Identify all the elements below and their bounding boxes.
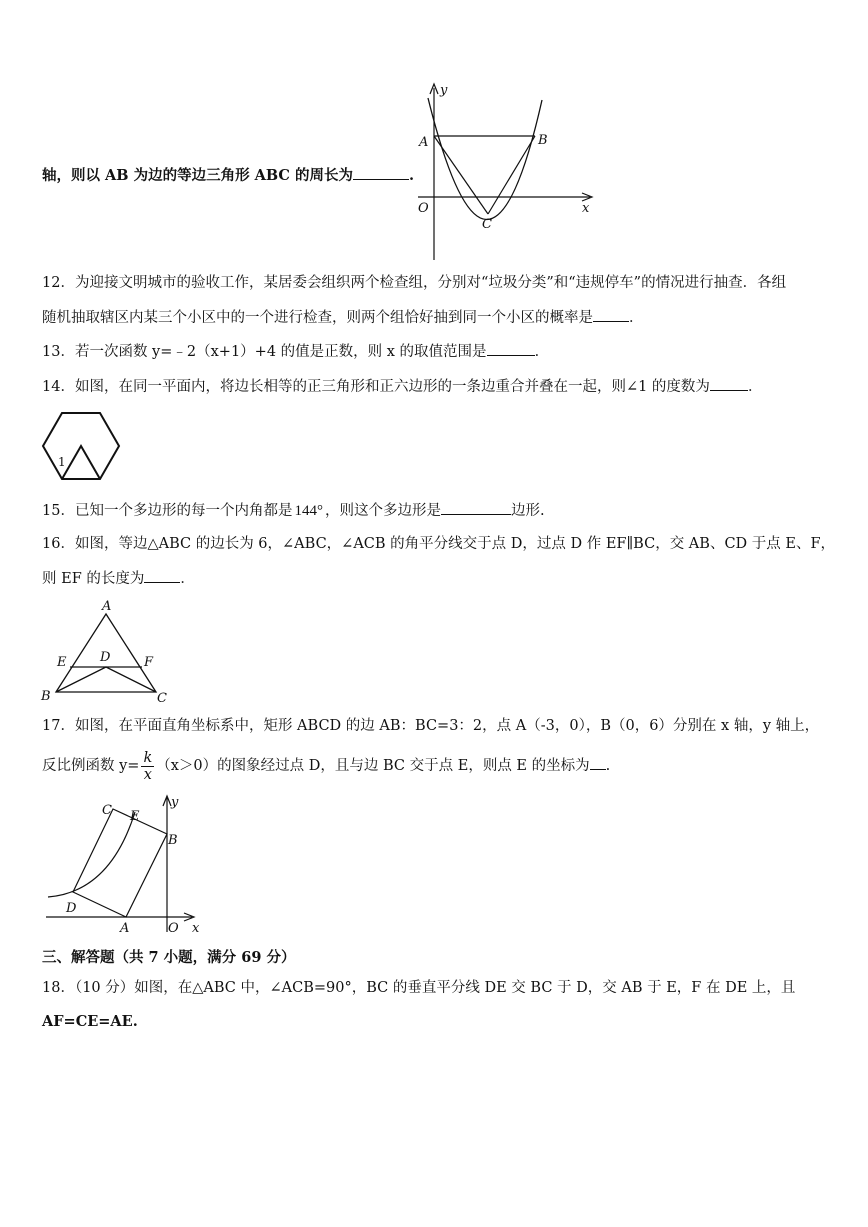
q16-line2 [42, 568, 195, 589]
q15-before: 15．已知一个多边形的每一个内角都是 [42, 503, 293, 519]
q18-line2: AF=CE=AE. [42, 1013, 138, 1030]
q18-line1: 18．（10 分）如图，在△ABC 中，∠ACB=90°，BC 的垂直平分线 DE 交 BC 于 D，交 AB 于 E，F 在 DE 上，且 [42, 980, 796, 996]
q11-answer-blank[interactable] [353, 165, 409, 180]
q17-frac-num: k [143, 749, 153, 766]
q16-line2-after: ． [180, 571, 195, 587]
q12-line2 [42, 307, 644, 328]
q11-label-c: C [482, 217, 492, 232]
q16-label-c: C [157, 691, 167, 706]
q17-fraction [141, 750, 154, 783]
q14-line [42, 376, 762, 397]
q13-before: 13．若一次函数 y=﹣2（x+1）+4 的值是正数，则 x 的取值范围是 [42, 344, 487, 360]
q17-answer-blank[interactable] [590, 755, 606, 770]
q17-label-a: A [120, 921, 130, 936]
q14-answer-blank[interactable] [710, 376, 748, 391]
q17-label-y: y [171, 795, 179, 810]
q17-label-c: C [102, 803, 112, 818]
q15-answer-blank[interactable] [441, 500, 511, 515]
q11-label-b: B [538, 133, 548, 148]
q17-rectangle-figure [40, 792, 210, 937]
q13-after: ． [534, 344, 550, 360]
section3-title: 三、解答题（共 7 小题，满分 69 分） [42, 949, 296, 966]
q11-label-o: O [418, 201, 429, 216]
q15-mid: ，则这个多边形是 [324, 503, 441, 519]
q11-parabola-figure [400, 80, 600, 265]
q12-answer-blank[interactable] [593, 307, 629, 322]
q16-triangle-figure [36, 597, 176, 707]
q16-line1: 16．如图，等边△ABC 的边长为 6，∠ABC，∠ACB 的角平分线交于点 D，过点 D 作 EF∥BC，交 AB、CD 于点 E、F， [42, 536, 836, 552]
q16-label-f: F [144, 655, 154, 670]
q17-line2-after: （x＞0）的图象经过点 D，且与边 BC 交于点 E，则点 E 的坐标为 [156, 758, 590, 774]
q17-line1: 17．如图，在平面直角坐标系中，矩形 ABCD 的边 AB：BC=3：2，点 A（-3，0），B（0，6）分别在 x 轴，y 轴上， [42, 718, 820, 734]
q17-label-b: B [168, 833, 178, 848]
q14-hexagon-figure [40, 410, 122, 482]
q17-label-d: D [66, 901, 77, 916]
q16-label-d: D [100, 650, 111, 665]
q15-angle: 144° [294, 503, 323, 519]
q17-line2 [42, 748, 610, 784]
q12-line2-before: 随机抽取辖区内某三个小区中的一个进行检查，则两个组恰好抽到同一个小区的概率是 [42, 310, 593, 326]
q12-line2-after: ． [629, 310, 644, 326]
q11-text-after: . [409, 167, 415, 184]
q11-text-before: 轴，则以 AB 为边的等边三角形 ABC 的周长为 [42, 167, 354, 184]
q13-line [42, 341, 549, 362]
q11-text [42, 165, 414, 186]
q17-line2-end: . [605, 758, 611, 774]
q16-label-b: B [41, 689, 51, 704]
q14-before: 14．如图，在同一平面内，将边长相等的正三角形和正六边形的一条边重合并叠在一起，则∠1 的度数为 [42, 379, 710, 395]
q17-frac-den: x [143, 766, 152, 783]
q15-after: 边形. [510, 503, 545, 519]
q13-answer-blank[interactable] [487, 341, 535, 356]
q16-label-e: E [57, 655, 67, 670]
q11-label-x: x [582, 201, 590, 216]
q17-label-o: O [168, 921, 179, 936]
q16-line2-before: 则 EF 的长度为 [42, 571, 145, 587]
q17-line2-before: 反比例函数 y= [42, 758, 140, 774]
q17-label-x: x [192, 921, 200, 936]
q12-line1: 12．为迎接文明城市的验收工作，某居委会组织两个检查组，分别对“垃圾分类”和“违规停车”的情况进行抽查．各组 [42, 275, 787, 291]
q16-answer-blank[interactable] [144, 568, 180, 583]
q15-line [42, 500, 545, 521]
q11-label-a: A [419, 135, 429, 150]
q16-label-a: A [102, 599, 112, 614]
q17-label-e: E [130, 809, 140, 824]
q11-label-y: y [440, 83, 448, 98]
q14-after: ． [747, 379, 763, 395]
q14-angle-label: 1 [58, 455, 66, 469]
